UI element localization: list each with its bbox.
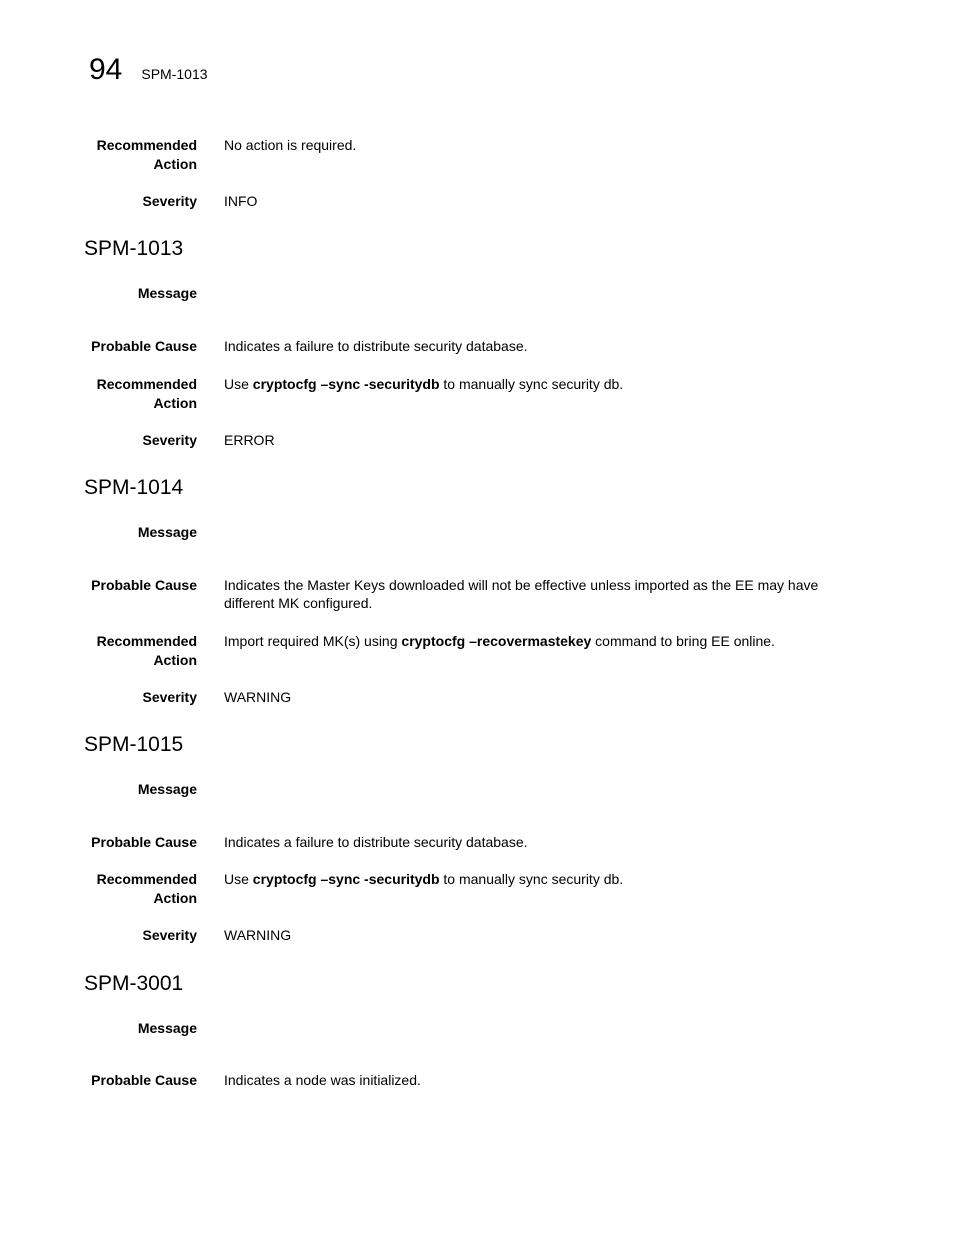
section-heading: SPM-1015 xyxy=(84,733,184,756)
field-label: Recommended Action xyxy=(96,376,197,411)
field-value: INFO xyxy=(224,193,258,209)
section-heading: SPM-1013 xyxy=(84,237,184,260)
chapter-number: 94 xyxy=(89,53,123,86)
command-text: cryptocfg –recovermastekey xyxy=(401,633,592,649)
field-label: Severity xyxy=(142,193,197,209)
field-value: No action is required. xyxy=(224,137,357,153)
field-label: Message xyxy=(137,285,197,301)
field-value xyxy=(224,375,864,393)
field-label: Severity xyxy=(142,689,197,705)
field-label: Probable Cause xyxy=(91,577,197,593)
field-value: Indicates the Master Keys downloaded will not be effective unless imported as the EE may have different MK configured. xyxy=(224,577,819,611)
field-value: Indicates a node was initialized. xyxy=(224,1072,421,1088)
field-label: Probable Cause xyxy=(91,834,197,850)
field-value xyxy=(224,632,864,650)
field-value: ERROR xyxy=(224,432,275,448)
field-label: Recommended Action xyxy=(96,633,197,668)
field-value: WARNING xyxy=(224,927,292,943)
command-text: cryptocfg –sync -securitydb xyxy=(252,376,440,392)
field-label: Recommended Action xyxy=(96,871,197,906)
action-suffix: to manually sync security db. xyxy=(439,376,624,392)
field-value xyxy=(224,870,864,888)
field-label: Recommended Action xyxy=(96,137,197,172)
field-label: Message xyxy=(137,1020,197,1036)
page-header xyxy=(89,52,208,88)
field-label: Probable Cause xyxy=(91,338,197,354)
field-label: Severity xyxy=(142,927,197,943)
field-value: Indicates a failure to distribute security database. xyxy=(224,834,528,850)
field-label: Severity xyxy=(142,432,197,448)
action-prefix: Use xyxy=(224,376,253,392)
action-prefix: Import required MK(s) using xyxy=(224,633,402,649)
field-label: Message xyxy=(137,524,197,540)
action-suffix: to manually sync security db. xyxy=(439,871,624,887)
command-text: cryptocfg –sync -securitydb xyxy=(252,871,440,887)
section-heading: SPM-3001 xyxy=(84,972,184,995)
field-label: Message xyxy=(137,781,197,797)
running-title: SPM-1013 xyxy=(141,66,208,82)
field-label: Probable Cause xyxy=(91,1072,197,1088)
section-heading: SPM-1014 xyxy=(84,476,184,499)
field-value: WARNING xyxy=(224,689,292,705)
action-prefix: Use xyxy=(224,871,253,887)
action-suffix: command to bring EE online. xyxy=(591,633,775,649)
field-value: Indicates a failure to distribute security database. xyxy=(224,338,528,354)
